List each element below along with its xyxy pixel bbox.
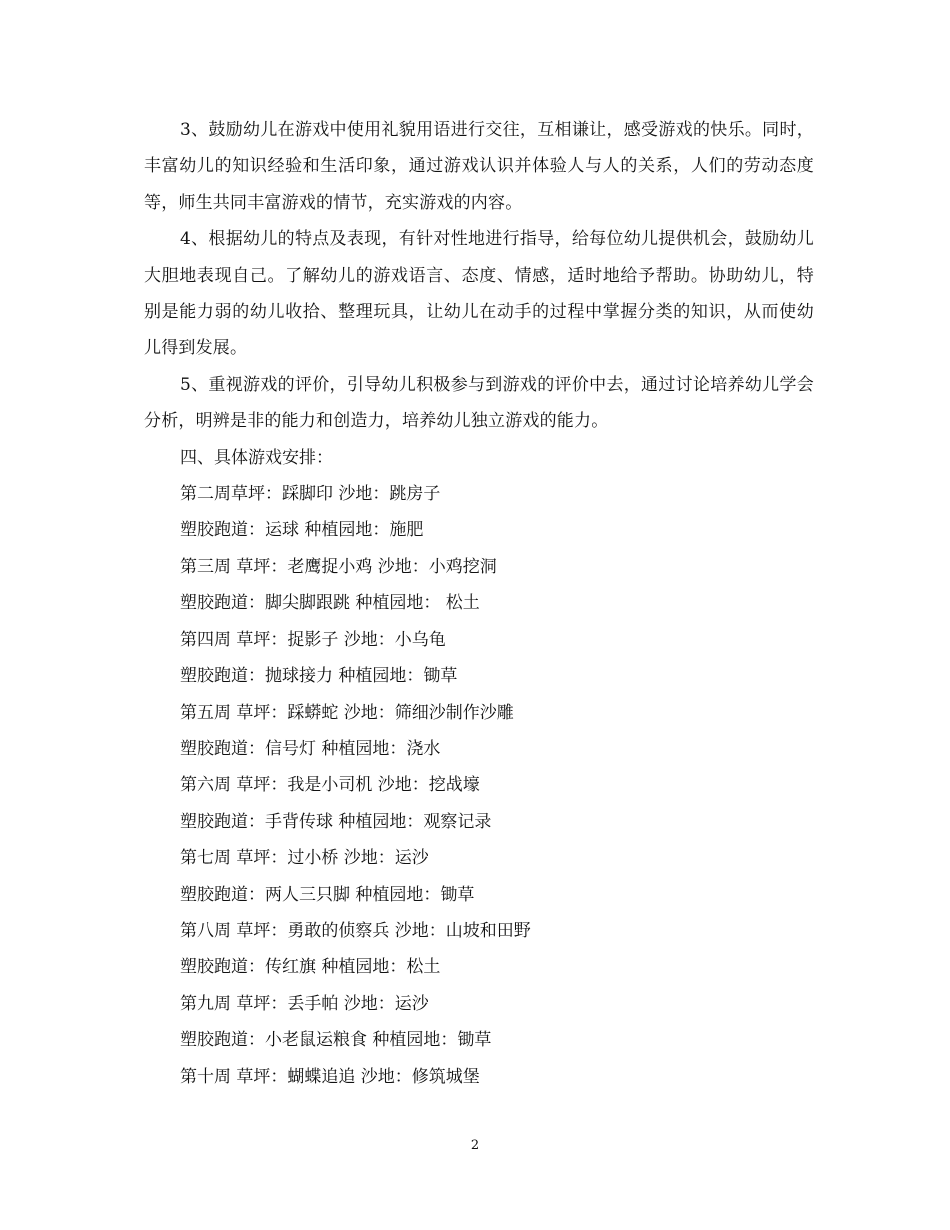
schedule-line: 塑胶跑道：信号灯 种植园地：浇水 [180,738,441,759]
paragraph-5: 5、重视游戏的评价，引导幼儿积极参与到游戏的评价中去，通过讨论培养幼儿学会分析，明辨是非的能力和创造力，培养幼儿独立游戏的能力。 [144,374,814,432]
schedule-line: 第七周 草坪：过小桥 沙地：运沙 [180,848,429,869]
paragraph-4: 4、根据幼儿的特点及表现，有针对性地进行指导，给每位幼儿提供机会，鼓励幼儿大胆地表现自己。了解幼儿的游戏语言、态度、情感，适时地给予帮助。协助幼儿，特别是能力弱的幼儿收拾、整理玩具，让幼儿在动手的过程中掌握分类的知识，从而使幼儿得到发展。 [144,229,814,359]
schedule-line: 塑胶跑道：两人三只脚 种植园地：锄草 [180,884,475,905]
schedule-line: 塑胶跑道：小老鼠运粮食 种植园地：锄草 [180,1030,492,1051]
page-number: 2 [470,1138,480,1153]
schedule-list [144,476,814,1095]
schedule-line: 第六周 草坪：我是小司机 沙地：挖战壕 [180,775,480,796]
page-content [144,112,814,1095]
schedule-line: 第九周 草坪：丢手帕 沙地：运沙 [180,993,429,1014]
schedule-line: 第四周 草坪：捉影子 沙地：小乌龟 [180,629,446,650]
schedule-line: 塑胶跑道：手背传球 种植园地：观察记录 [180,811,492,832]
schedule-line: 第十周 草坪：蝴蝶追追 沙地：修筑城堡 [180,1066,480,1087]
schedule-line: 第三周 草坪：老鹰捉小鸡 沙地：小鸡挖洞 [180,556,497,577]
schedule-line: 第五周 草坪：踩蟒蛇 沙地：筛细沙制作沙雕 [180,702,514,723]
schedule-line: 塑胶跑道：脚尖脚跟跳 种植园地： 松土 [180,593,480,614]
schedule-line: 第二周草坪：踩脚印 沙地：跳房子 [180,484,441,505]
schedule-line: 塑胶跑道：传红旗 种植园地：松土 [180,957,441,978]
schedule-line: 塑胶跑道：运球 种植园地：施肥 [180,520,424,541]
schedule-line: 塑胶跑道：抛球接力 种植园地：锄草 [180,666,458,687]
paragraph-3: 3、鼓励幼儿在游戏中使用礼貌用语进行交往，互相谦让，感受游戏的快乐。同时，丰富幼儿的知识经验和生活印象，通过游戏认识并体验人与人的关系，人们的劳动态度等，师生共同丰富游戏的情节，充实游戏的内容。 [144,120,814,213]
schedule-line: 第八周 草坪：勇敢的侦察兵 沙地：山坡和田野 [180,920,531,941]
section-heading: 四、具体游戏安排： [180,447,333,468]
